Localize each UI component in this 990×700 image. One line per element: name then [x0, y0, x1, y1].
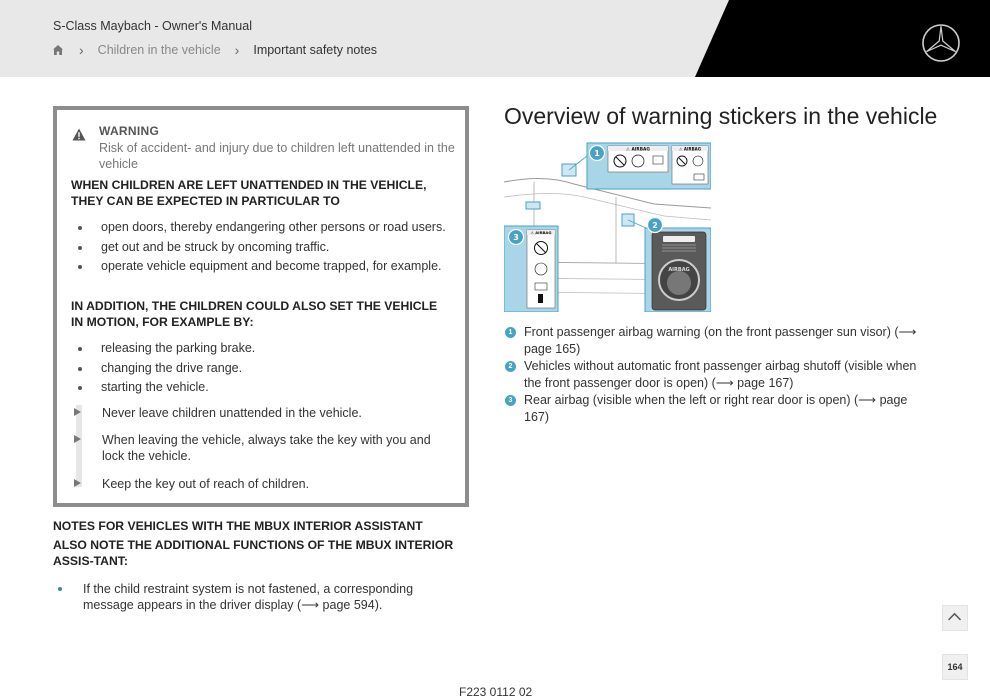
document-title: S-Class Maybach - Owner's Manual [53, 19, 252, 33]
breadcrumb-current: Important safety notes [253, 43, 378, 57]
notes-heading-mbux: NOTES FOR VEHICLES WITH THE MBUX INTERIOR ASSISTANT [53, 519, 423, 533]
notes-heading-additional: ALSO NOTE THE ADDITIONAL FUNCTIONS OF THE MBUX INTERIOR ASSIS-TANT: [53, 538, 454, 568]
list-item: operate vehicle equipment and become trapped, for example. [71, 257, 446, 277]
section-title: Overview of warning stickers in the vehicle [504, 103, 938, 129]
warning-stickers-illustration [504, 142, 711, 312]
svg-text:⚠ AIRBAG: ⚠ AIRBAG [678, 146, 702, 152]
callout-badge: 2 [505, 361, 516, 372]
callout-badge: 1 [505, 327, 516, 338]
list-item: get out and be struck by oncoming traffic. [71, 238, 446, 258]
bullet-dot [58, 587, 62, 591]
warning-heading-unattended: WHEN CHILDREN ARE LEFT UNATTENDED IN THE VEHICLE, THEY CAN BE EXPECTED IN PARTICULAR TO [71, 178, 427, 208]
list-item: changing the drive range. [71, 359, 255, 379]
chevron-right-icon: › [79, 42, 84, 58]
warning-box: WARNING Risk of accident- and injury due to children left unattended in the vehicle WHEN CHILDREN ARE LEFT UNATTENDED IN THE VEHICLE, THEY CAN BE EXPECTED IN PARTICULAR TO open doors, thereby endangering other persons or road users. get out and be struck by oncoming traffic. operate vehicle equipment and become trapped, for example. IN ADDITION, THE CHILDREN COULD ALSO SET THE VEHICLE IN MOTION, FOR EXAMPLE BY: releasing the parking brake. changing the drive range. starting the vehicle. Never leave children unattended in the vehicle. When leaving the vehicle, always take the key with you and lock the vehicle. Keep the key out of reach of children. [53, 106, 469, 507]
page-number-button[interactable]: 164 [942, 654, 968, 680]
svg-text:3: 3 [513, 233, 519, 242]
figure-code: F223 0112 02 [459, 685, 533, 699]
svg-text:AIRBAG: AIRBAG [668, 267, 690, 273]
step-bar [76, 405, 82, 487]
svg-text:⚠ AIRBAG: ⚠ AIRBAG [530, 230, 552, 235]
scroll-to-top-button[interactable] [942, 605, 968, 631]
breadcrumb [52, 42, 377, 58]
svg-text:2: 2 [652, 221, 658, 230]
bullet-list-motion [71, 339, 255, 398]
header-black-panel [0, 0, 990, 77]
mercedes-star-icon[interactable] [921, 23, 961, 63]
bullet-list-risks [71, 218, 446, 277]
list-item: starting the vehicle. [71, 378, 255, 398]
home-icon[interactable] [52, 44, 64, 56]
warning-title: WARNING [99, 124, 160, 138]
breadcrumb-link-children[interactable]: Children in the vehicle [97, 43, 221, 57]
warning-subtitle: Risk of accident- and injury due to children left unattended in the vehicle [99, 141, 455, 171]
list-item: releasing the parking brake. [71, 339, 255, 359]
chevron-right-icon: › [234, 42, 240, 58]
triangle-right-icon [74, 408, 81, 416]
warning-triangle-icon [72, 128, 86, 141]
callout-badge: 3 [505, 395, 516, 406]
triangle-right-icon [74, 435, 81, 443]
warning-heading-motion: IN ADDITION, THE CHILDREN COULD ALSO SET THE VEHICLE IN MOTION, FOR EXAMPLE BY: [71, 299, 438, 329]
triangle-right-icon [74, 479, 81, 487]
svg-text:1: 1 [594, 149, 600, 158]
list-item: open doors, thereby endangering other persons or road users. [71, 218, 446, 238]
svg-text:⚠ AIRBAG: ⚠ AIRBAG [626, 147, 650, 153]
chevron-up-icon [943, 606, 967, 630]
